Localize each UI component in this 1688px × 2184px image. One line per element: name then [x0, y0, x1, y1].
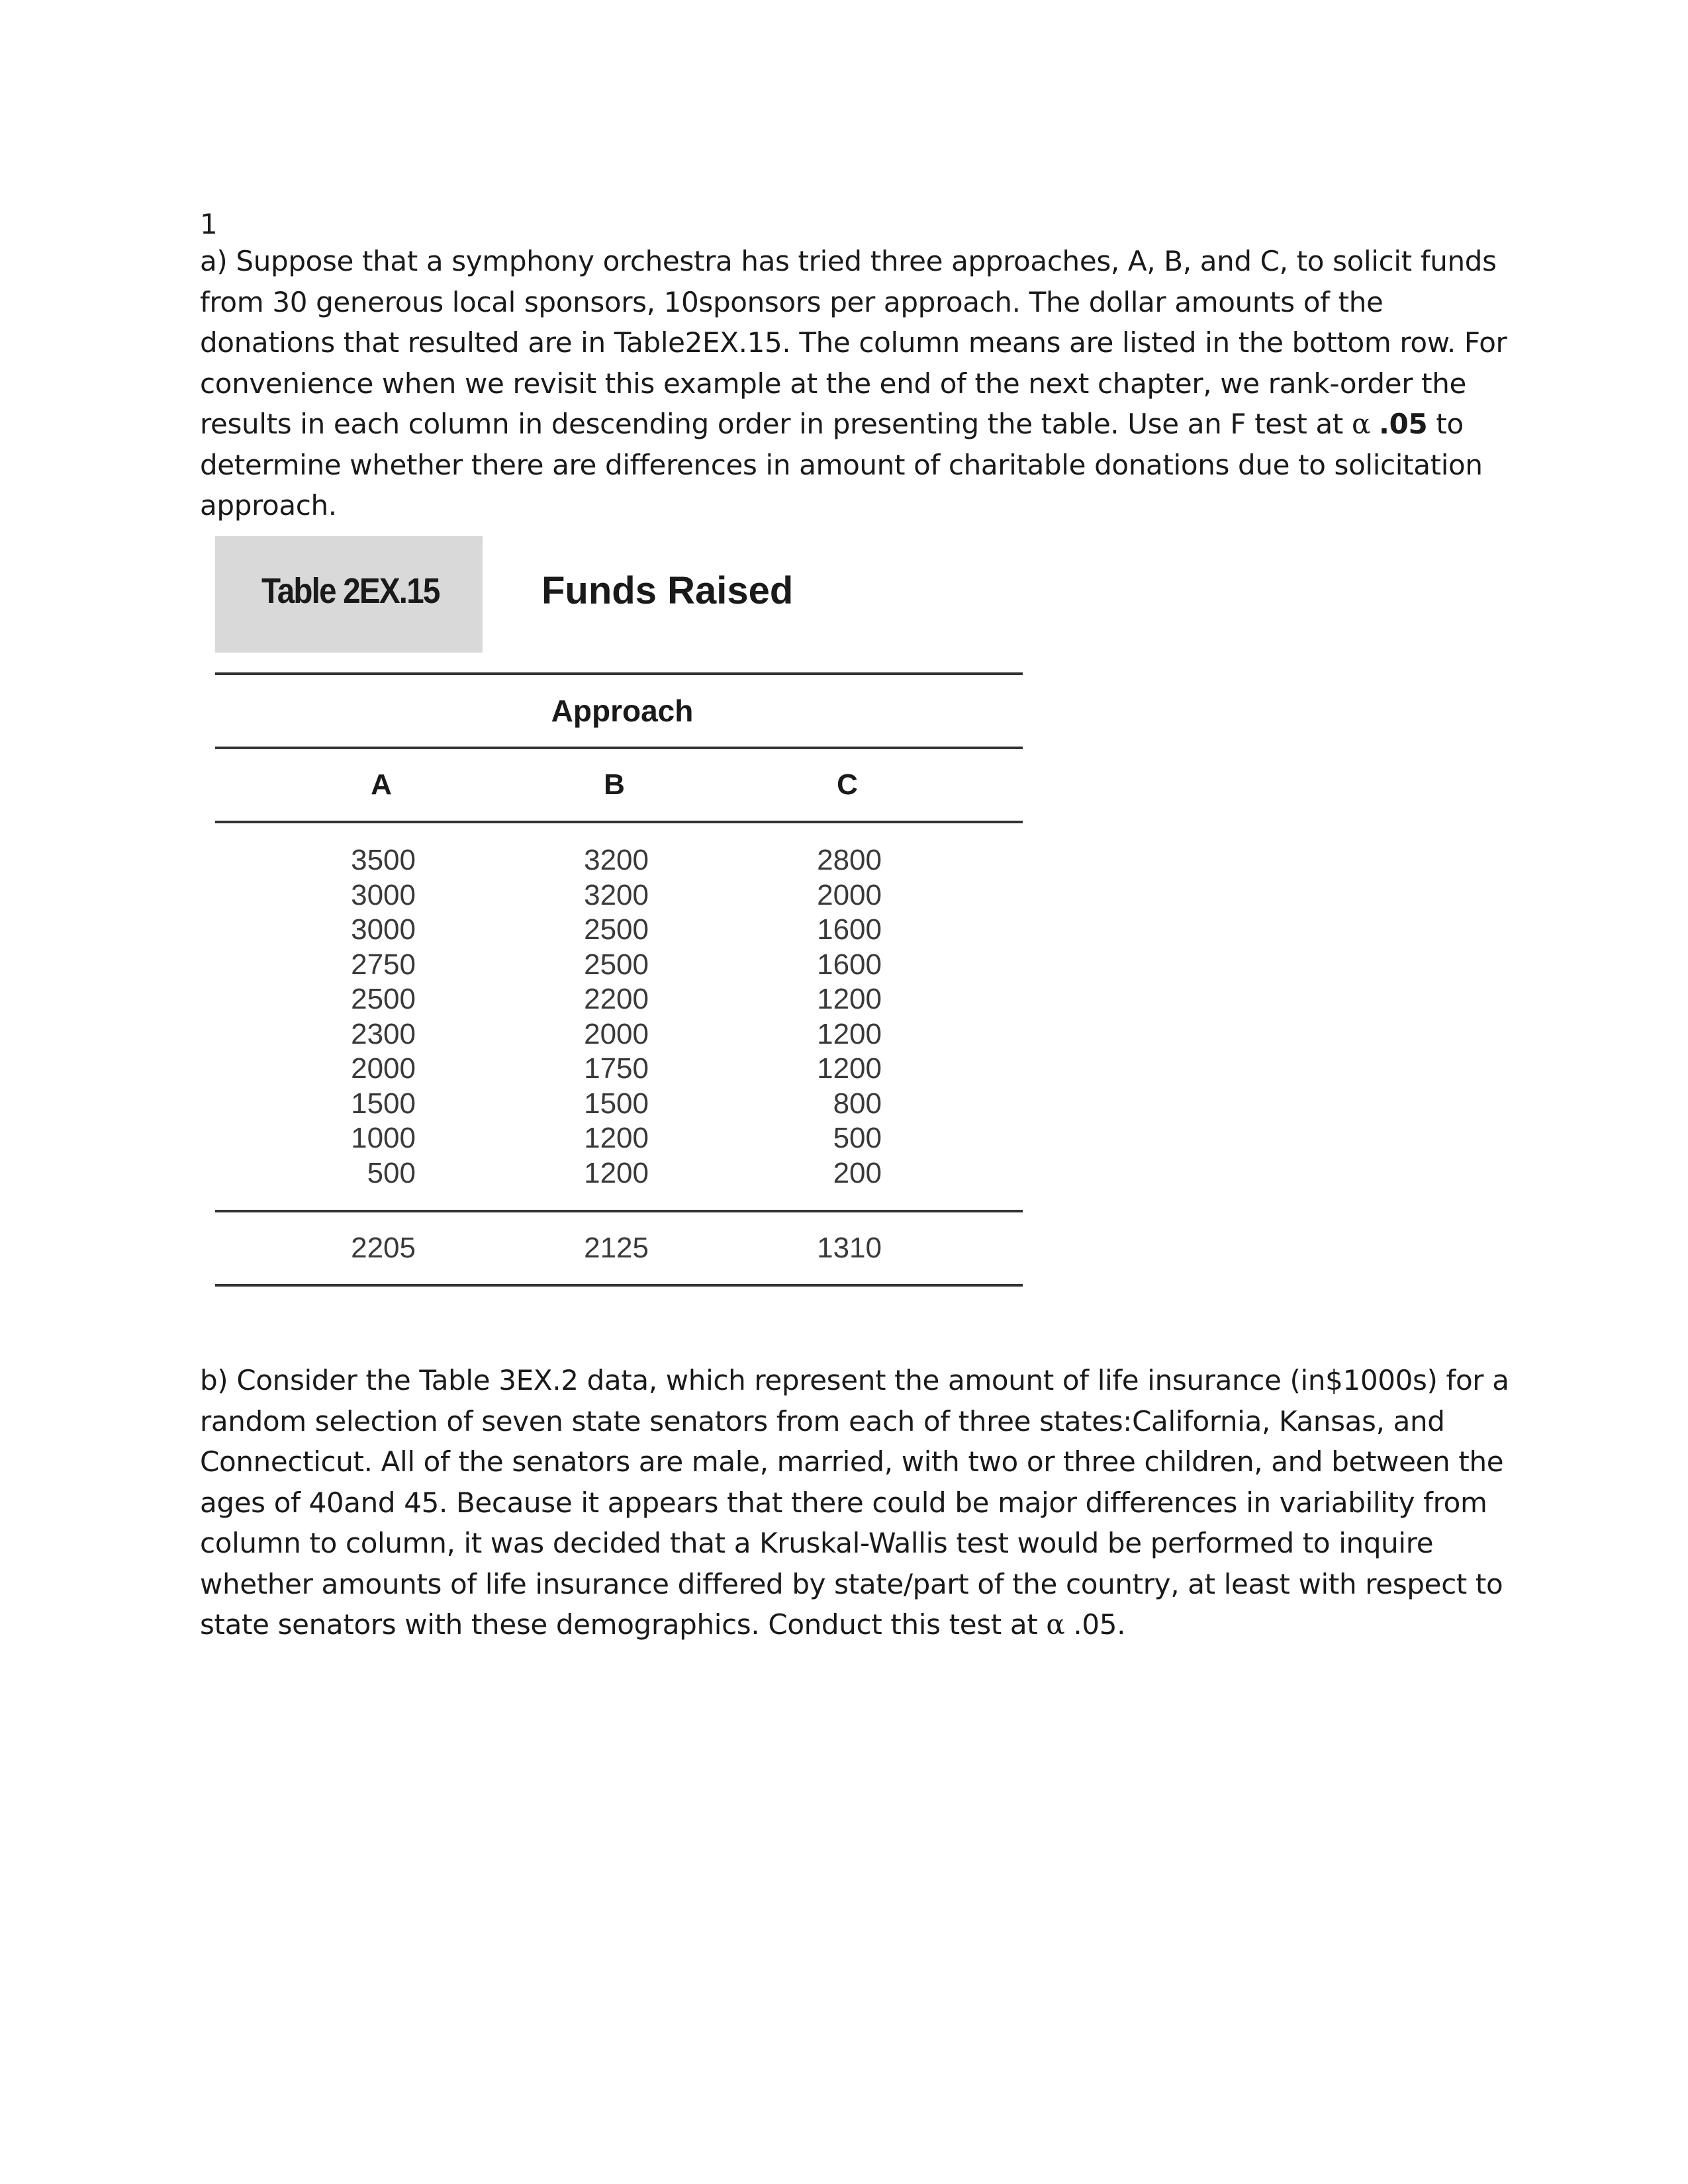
part-a-line: determine whether there are differences in amount of charitable donations due to solicitation — [200, 448, 1483, 481]
table-cell: 3000 — [351, 878, 416, 911]
part-b-line: column to column, it was decided that a Kruskal-Wallis test would be performed to inquire — [200, 1527, 1434, 1559]
table-cell: 2300 — [351, 1017, 416, 1050]
table-cell: 2500 — [584, 948, 649, 981]
table-cell: 3200 — [584, 844, 649, 876]
column-header-b: B — [604, 768, 625, 801]
table-cell: 500 — [367, 1156, 416, 1189]
table-cell: 2000 — [351, 1052, 416, 1085]
table-cell: 2000 — [817, 878, 882, 911]
column-mean-a: 2205 — [351, 1232, 416, 1264]
table-cell: 2500 — [351, 983, 416, 1015]
part-a-line: a) Suppose that a symphony orchestra has tried three approaches, A, B, and C, to solicit funds — [200, 245, 1497, 277]
table-top-rule — [215, 672, 1023, 675]
table-body-rule — [215, 821, 1023, 823]
table-cell: 500 — [833, 1122, 882, 1154]
part-b-paragraph — [200, 1360, 1517, 1645]
table-cell: 2000 — [584, 1017, 649, 1050]
table-bottom-rule — [215, 1284, 1023, 1287]
table-cell: 2800 — [817, 844, 882, 876]
column-header-c: C — [837, 768, 858, 801]
part-a-line: approach. — [200, 489, 337, 522]
part-b-line: whether amounts of life insurance differed by state/part of the country, at least with respect to — [200, 1567, 1503, 1600]
table-cell: 3000 — [351, 913, 416, 946]
table-cell: 1200 — [817, 1052, 882, 1085]
alpha-symbol: α — [1351, 408, 1370, 440]
alpha-value: .05 — [1379, 408, 1428, 440]
table-cell: 1200 — [584, 1122, 649, 1154]
part-b-line: state senators with these demographics. Conduct this test at — [200, 1608, 1038, 1641]
column-values-c — [749, 843, 882, 1191]
part-a-line-with-alpha — [200, 404, 1517, 445]
table-cell: 1000 — [351, 1122, 416, 1154]
table-cell: 3200 — [584, 878, 649, 911]
column-header-a: A — [371, 768, 392, 801]
table-cell: 2500 — [584, 913, 649, 946]
part-b-line: ages of 40and 45. Because it appears that there could be major differences in variability from — [200, 1486, 1487, 1519]
table-cell: 200 — [833, 1156, 882, 1189]
table-cell: 1600 — [817, 913, 882, 946]
part-a-line: donations that resulted are in Table2EX.15. The column means are listed in the bottom row. For — [200, 326, 1507, 359]
alpha-symbol: α — [1046, 1608, 1065, 1641]
table-cell: 1500 — [584, 1087, 649, 1120]
table-title: Funds Raised — [541, 569, 794, 612]
table-cell: 1200 — [817, 1017, 882, 1050]
part-a-paragraph — [200, 241, 1517, 526]
table-cell: 2200 — [584, 983, 649, 1015]
alpha-value: .05. — [1073, 1608, 1126, 1641]
alpha-suffix: to — [1427, 408, 1464, 440]
table-mean-rule — [215, 1210, 1023, 1212]
table-label: Table 2EX.15 — [261, 571, 440, 611]
part-a-line: convenience when we revisit this example at the end of the next chapter, we rank-order the — [200, 367, 1467, 400]
table-header-rule — [215, 747, 1023, 749]
table-cell: 1200 — [584, 1156, 649, 1189]
column-mean-c: 1310 — [817, 1232, 882, 1264]
table-cell: 3500 — [351, 844, 416, 876]
part-b-line-with-alpha — [200, 1604, 1517, 1645]
column-values-a — [283, 843, 416, 1191]
part-a-line: from 30 generous local sponsors, 10sponsors per approach. The dollar amounts of the — [200, 285, 1383, 318]
table-cell: 800 — [833, 1087, 882, 1120]
problem-number: 1 — [200, 208, 218, 240]
column-values-b — [516, 843, 649, 1191]
table-cell: 1500 — [351, 1087, 416, 1120]
table-group-header: Approach — [551, 694, 694, 728]
part-b-line: random selection of seven state senators from each of three states:California, Kansas, and — [200, 1404, 1445, 1437]
table-cell: 2750 — [351, 948, 416, 981]
table-cell: 1750 — [584, 1052, 649, 1085]
part-b-line: Connecticut. All of the senators are male, married, with two or three children, and between the — [200, 1445, 1504, 1478]
column-mean-b: 2125 — [584, 1232, 649, 1264]
table-cell: 1200 — [817, 983, 882, 1015]
table-cell: 1600 — [817, 948, 882, 981]
part-a-line: results in each column in descending order in presenting the table. Use an F test at — [200, 408, 1343, 440]
part-b-line: b) Consider the Table 3EX.2 data, which represent the amount of life insurance (in$1000s) for a — [200, 1364, 1509, 1396]
